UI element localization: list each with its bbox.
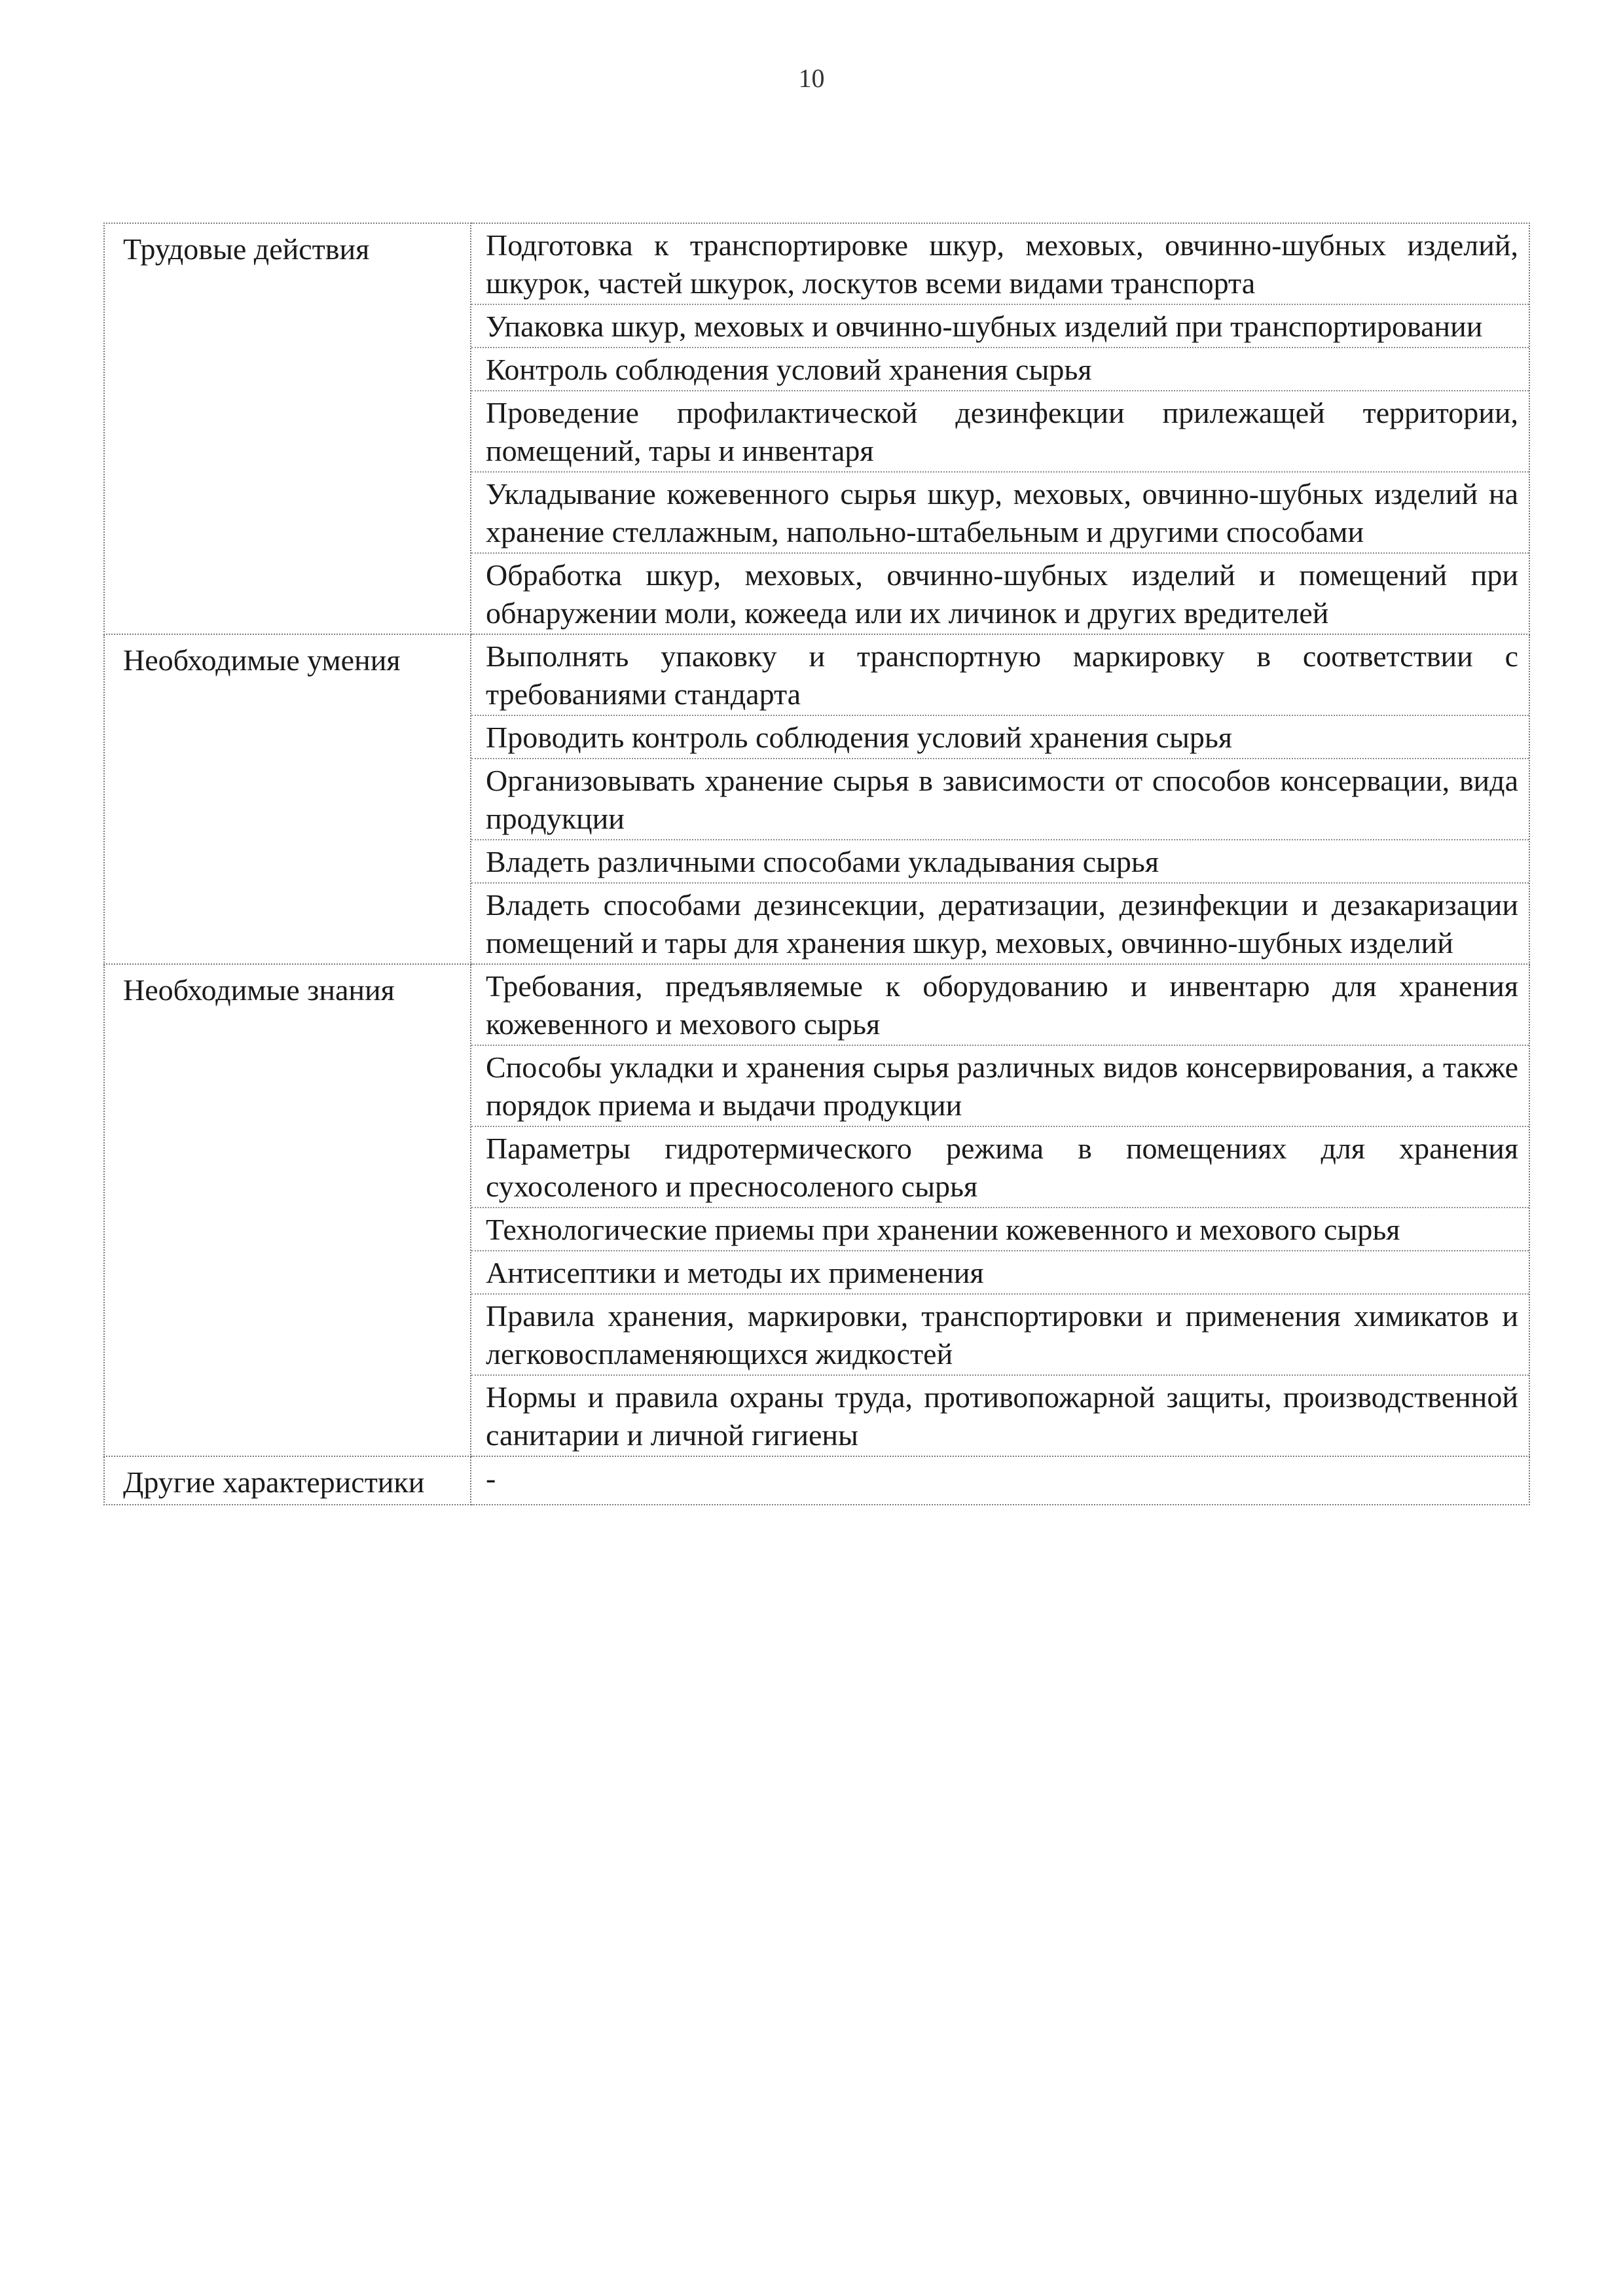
list-item: Нормы и правила охраны труда, противопожарной защиты, производственной санитарии и личной гигиены [486, 1380, 1518, 1452]
list-item: Укладывание кожевенного сырья шкур, меховых, овчинно-шубных изделий на хранение стеллажным, напольно-штабельным и другими способами [471, 473, 1529, 554]
list-item: Правила хранения, маркировки, транспортировки и применения химикатов и легковоспламеняющихся жидкостей [471, 1295, 1529, 1376]
row-label: Трудовые действия [104, 223, 471, 634]
list-item: Технологические приемы при хранении кожевенного и мехового сырья [471, 1208, 1529, 1251]
row-items-cell [471, 964, 1529, 1456]
list-item: Проведение профилактической дезинфекции прилежащей территории, помещений, тары и инвентаря [471, 391, 1529, 473]
row-value: - [486, 1462, 496, 1495]
list-item: Параметры гидротермического режима в помещениях для хранения сухосоленого и пресносоленого сырья [471, 1127, 1529, 1208]
list-item: Антисептики и методы их применения [471, 1251, 1529, 1295]
list-item: Обработка шкур, меховых, овчинно-шубных изделий и помещений при обнаружении моли, кожееда или их личинок и других вредителей [486, 558, 1518, 630]
row-items-cell [471, 634, 1529, 964]
table-row-required-skills [104, 634, 1529, 964]
list-item: Выполнять упаковку и транспортную маркировку в соответствии с требованиями стандарта [471, 635, 1529, 716]
list-item: Организовывать хранение сырья в зависимости от способов консервации, вида продукции [471, 759, 1529, 840]
list-item: Контроль соблюдения условий хранения сырья [471, 348, 1529, 391]
row-label: Необходимые знания [104, 964, 471, 1456]
list-item: Упаковка шкур, меховых и овчинно-шубных изделий при транспортировании [471, 305, 1529, 348]
table-row-required-knowledge [104, 964, 1529, 1456]
qualification-table [103, 223, 1530, 1505]
row-label: Необходимые умения [104, 634, 471, 964]
page-number: 10 [798, 63, 825, 93]
list-item: Владеть различными способами укладывания сырья [471, 840, 1529, 884]
row-items-cell [471, 1456, 1529, 1505]
list-item: Владеть способами дезинсекции, дератизации, дезинфекции и дезакаризации помещений и тары для хранения шкур, меховых, овчинно-шубных изделий [486, 888, 1518, 960]
table-row-labor-actions [104, 223, 1529, 634]
table-row-other-characteristics [104, 1456, 1529, 1505]
list-item: Проводить контроль соблюдения условий хранения сырья [471, 716, 1529, 759]
list-item: Подготовка к транспортировке шкур, меховых, овчинно-шубных изделий, шкурок, частей шкурок, лоскутов всеми видами транспорта [471, 224, 1529, 305]
row-items-cell [471, 223, 1529, 634]
list-item: Способы укладки и хранения сырья различных видов консервирования, а также порядок приема и выдачи продукции [471, 1046, 1529, 1127]
list-item: Требования, предъявляемые к оборудованию и инвентарю для хранения кожевенного и мехового сырья [471, 965, 1529, 1046]
row-label: Другие характеристики [104, 1456, 471, 1505]
